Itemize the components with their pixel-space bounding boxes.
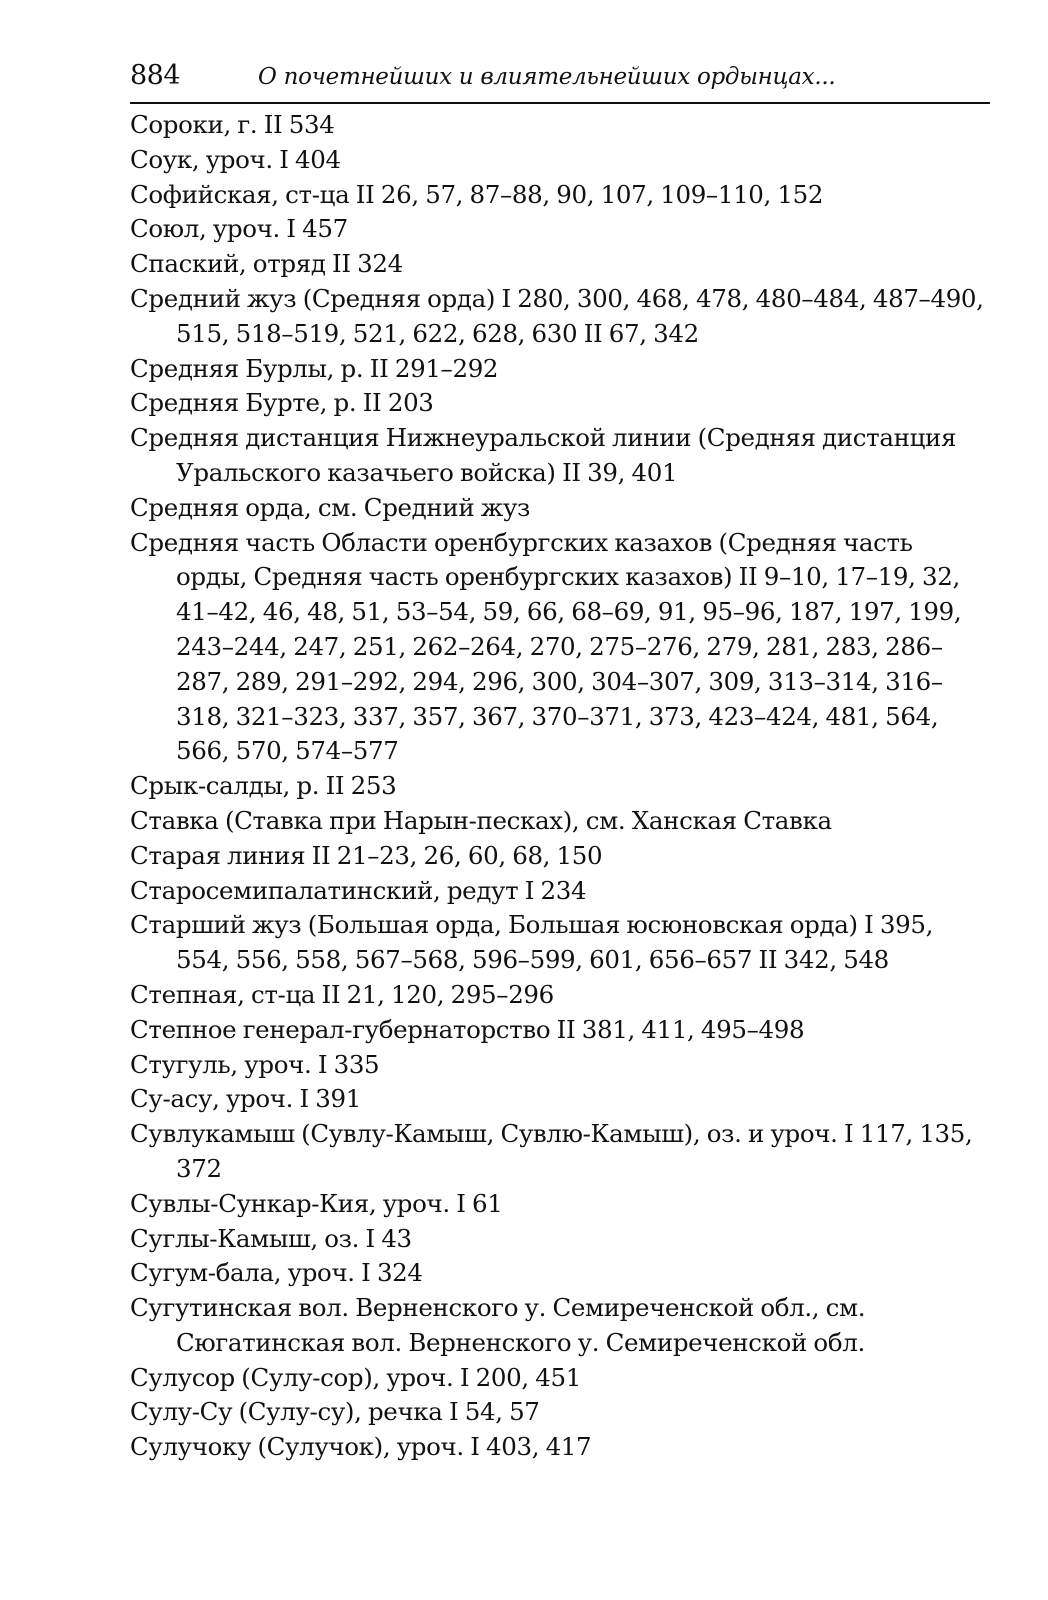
index-entry: Союл, уроч. I 457 (130, 214, 348, 244)
index-entry: Старая линия II 21–23, 26, 60, 68, 150 (130, 840, 603, 870)
index-entry: Сувлы-Сункар-Кия, уроч. I 61 (130, 1188, 503, 1218)
index-entry: Срык-салды, р. II 253 (130, 771, 397, 801)
index-entry: Средняя орда, см. Средний жуз (130, 492, 531, 522)
page-number: 884 (130, 60, 181, 91)
index-list (130, 104, 990, 1465)
index-entry: Сороки, г. II 534 (130, 110, 335, 139)
index-entry: Старосемипалатинский, редут I 234 (130, 875, 587, 905)
index-entry: Ставка (Ставка при Нарын-песках), см. Ханская Ставка (130, 805, 832, 835)
index-entry: Средняя Бурлы, р. II 291–292 (130, 353, 499, 383)
index-entry: Сулучоку (Сулучок), уроч. I 403, 417 (130, 1432, 592, 1462)
page-header (130, 54, 990, 104)
book-page (130, 54, 990, 1465)
index-entry: Сувлукамыш (Сувлу-Камыш, Сувлю-Камыш), оз. и уроч. I 117, 135, 372 (130, 1119, 973, 1183)
index-entry: Степное генерал-губернаторство II 381, 411, 495–498 (130, 1014, 805, 1044)
index-entry: Стугуль, уроч. I 335 (130, 1049, 380, 1079)
index-entry: Средний жуз (Средняя орда) I 280, 300, 468, 478, 480–484, 487–490, 515, 518–519, 521, 622, 628, 630 II 67, 342 (130, 283, 984, 348)
index-entry: Сулусор (Сулу-сор), уроч. I 200, 451 (130, 1362, 581, 1392)
index-entry: Суглы-Камыш, оз. I 43 (130, 1223, 412, 1253)
index-entry: Старший жуз (Большая орда, Большая юсюновская орда) I 395, 554, 556, 558, 567–568, 596–599, 601, 656–657 II 342, 548 (130, 910, 934, 975)
index-entry: Средняя Бурте, р. II 203 (130, 388, 434, 418)
index-entry: Софийская, ст-ца II 26, 57, 87–88, 90, 107, 109–110, 152 (130, 179, 824, 209)
index-entry: Сугум-бала, уроч. I 324 (130, 1258, 423, 1288)
index-entry: Соук, уроч. I 404 (130, 144, 341, 174)
index-entry: Сугутинская вол. Верненского у. Семиреченской обл., см. Сюгатинская вол. Верненского у. Семиреченской обл. (130, 1293, 866, 1357)
index-entry: Степная, ст-ца II 21, 120, 295–296 (130, 979, 554, 1009)
index-entry: Су-асу, уроч. I 391 (130, 1084, 361, 1114)
running-title: О почетнейших и влиятельнейших ордынцах... (258, 64, 836, 90)
index-entry: Средняя дистанция Нижнеуральской линии (Средняя дистанция Уральского казачьего войска) II 39, 401 (130, 423, 957, 487)
index-entry: Спаский, отряд II 324 (130, 249, 403, 279)
index-entry: Сулу-Су (Сулу-су), речка I 54, 57 (130, 1397, 540, 1427)
index-entry: Средняя часть Области оренбургских казахов (Средняя часть орды, Средняя часть оренбургских казахов) II 9–10, 17–19, 32, 41–42, 46, 48, 51, 53–54, 59, 66, 68–69, 91, 95–96, 187, 197, 199, 243–244, 247, 251, 262–264, 270, 275–276, 279, 281, 283, 286–287, 289, 291–292, 294, 296, 300, 304–307, 309, 313–314, 316–318, 321–323, 337, 357, 367, 370–371, 373, 423–424, 481, 564, 566, 570, 574–577 (130, 527, 962, 766)
